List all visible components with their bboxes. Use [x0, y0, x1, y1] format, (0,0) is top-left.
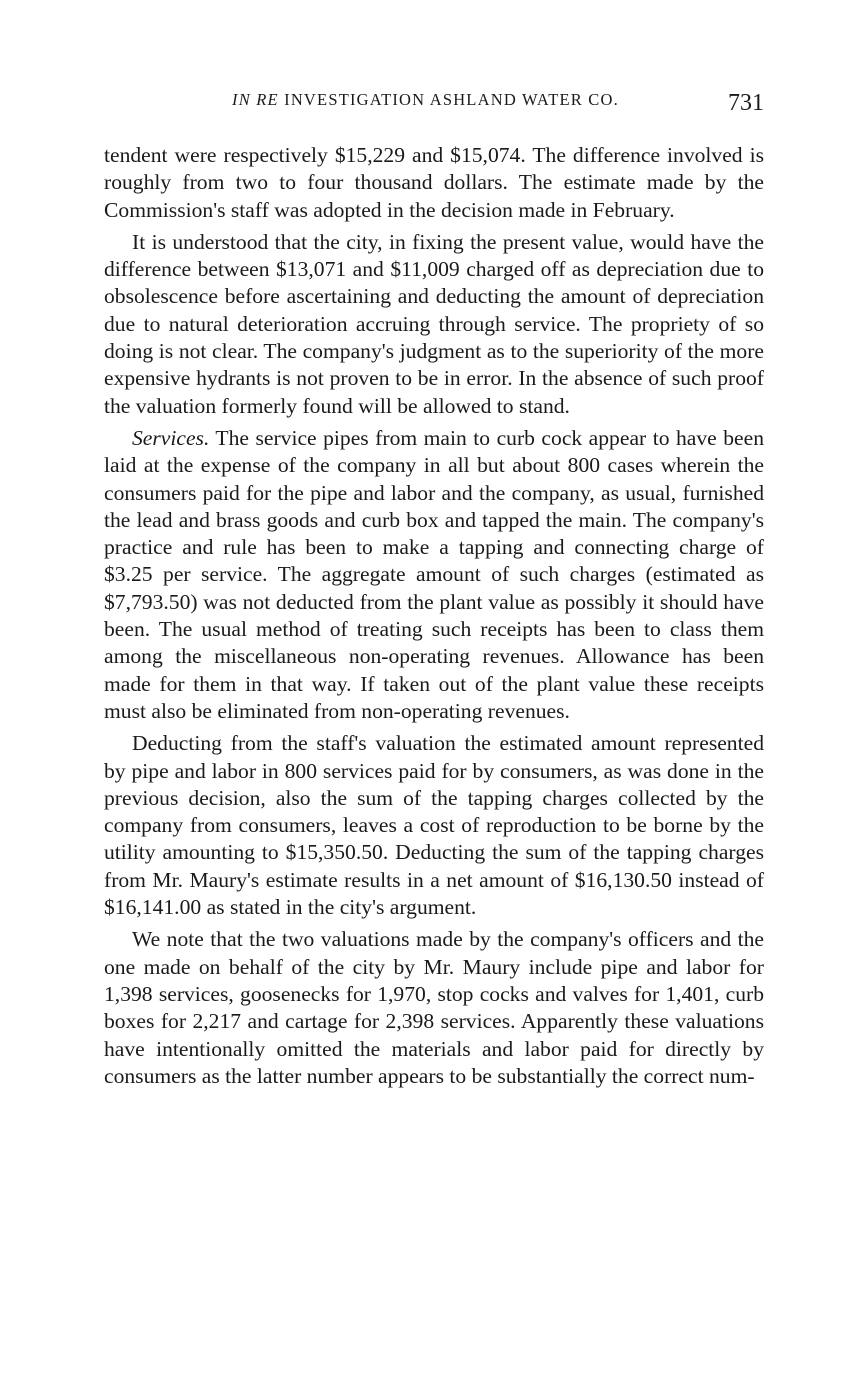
running-head-title: INVESTIGATION ASHLAND WATER CO. [284, 90, 619, 109]
paragraph-deductions [104, 730, 764, 921]
paragraph-valuations [104, 926, 764, 1090]
paragraph-depreciation [104, 229, 764, 420]
body-text [104, 142, 764, 1090]
paragraph-continuation [104, 142, 764, 224]
paragraph-text: Deducting from the staff's valuation the estimated amount represented by pipe and labor in 800 services paid for by consumers, as was done in the previous decision, also the sum of the tapping charges collected by the company from consumers, leaves a cost of reproduction to be borne by the utility amounting to $15,350.50. Deducting the sum of the tapping charges from Mr. Maury's estimate results in a net amount of $16,130.50 instead of $16,141.00 as stated in the city's argument. [104, 731, 764, 920]
running-head [232, 90, 619, 110]
paragraph-text: tendent were respectively $15,229 and $15,074. The difference involved is roughly from two to four thousand dollars. The estimate made by the Commission's staff was adopted in the decision made in February. [104, 143, 764, 222]
paragraph-text: We note that the two valuations made by the company's officers and the one made on behalf of the city by Mr. Maury include pipe and labor for 1,398 services, goosenecks for 1,970, stop cocks and valves for 1,401, curb boxes for 2,217 and cartage for 2,398 services. Apparently these valuations have intentionally omitted the materials and labor paid for directly by consumers as the latter number appears to be substantially the correct num- [104, 927, 764, 1088]
paragraph-text: The service pipes from main to curb cock appear to have been laid at the expense of the company in all but about 800 cases wherein the consumers paid for the pipe and labor and the company, as usual, furnished the lead and brass goods and curb box and tapped the main. The company's practice and rule has been to make a tapping and connecting charge of $3.25 per service. The aggregate amount of such charges (estimated as $7,793.50) was not deducted from the plant value as possibly it should have been. The usual method of treating such receipts has been to class them among the miscellaneous non-operating revenues. Allowance has been made for them in that way. If taken out of the plant value these receipts must also be eliminated from non-operating revenues. [104, 425, 764, 723]
page-header [100, 86, 780, 126]
paragraph-text: It is understood that the city, in fixing the present value, would have the difference between $13,071 and $11,009 charged off as depreciation due to obsolescence before ascertaining and deducting the amount of depreciation due to natural deterioration accruing through service. The propriety of so doing is not clear. The company's judgment as to the superiority of the more expensive hydrants is not proven to be in error. In the absence of such proof the valuation formerly found will be allowed to stand. [104, 229, 764, 418]
run-in-heading: Services. [132, 425, 210, 450]
paragraph-services [104, 425, 764, 725]
case-prefix: IN RE [232, 90, 279, 109]
page-number: 731 [728, 90, 764, 116]
